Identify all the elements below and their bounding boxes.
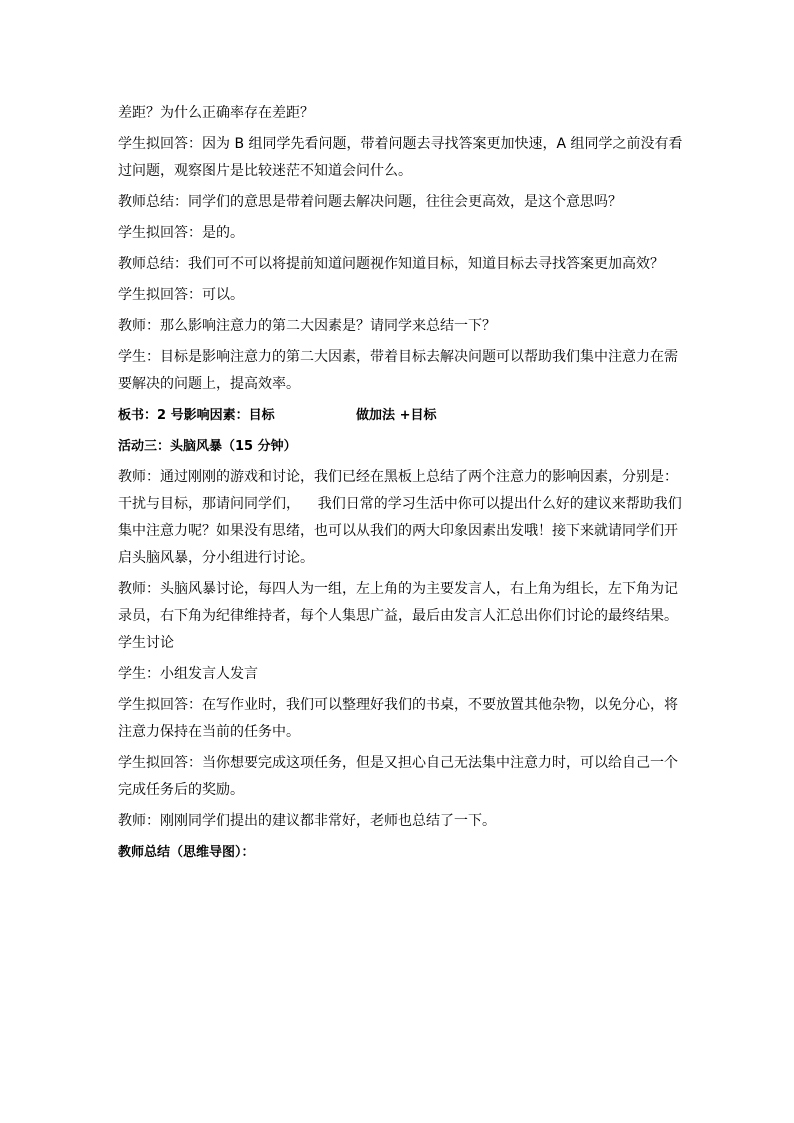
text-line: 学生拟回答：在写作业时，我们可以整理好我们的书桌，不要放置其他杂物，以免分心，将 bbox=[118, 697, 678, 713]
paragraph bbox=[118, 344, 684, 398]
paragraph bbox=[118, 131, 684, 185]
text-line: 学生拟回答：当你想要完成这项任务，但是又担心自己无法集中注意力时，可以给自己一个 bbox=[118, 755, 678, 771]
text-line: 学生拟回答：可以。 bbox=[118, 287, 244, 303]
paragraph bbox=[118, 661, 684, 688]
text-line: 板书：2 号影响因素：目标 做加法 +目标 bbox=[118, 408, 437, 423]
paragraph bbox=[118, 282, 684, 309]
paragraph bbox=[118, 220, 684, 247]
text-line: 学生：小组发言人发言 bbox=[118, 666, 258, 682]
text-line: 干扰与目标，那请问同学们， 我们日常的学习生活中你可以提出什么好的建议来帮助我们 bbox=[118, 496, 682, 512]
text-line: 要解决的问题上，提高效率。 bbox=[118, 376, 300, 392]
text-line: 教师：通过刚刚的游戏和讨论，我们已经在黑板上总结了两个注意力的影响因素，分别是： bbox=[118, 469, 678, 485]
text-line: 学生讨论 bbox=[118, 635, 174, 651]
text-line: 启头脑风暴，分小组进行讨论。 bbox=[118, 550, 314, 566]
text-line: 学生拟回答：是的。 bbox=[118, 225, 244, 241]
paragraph bbox=[118, 189, 684, 216]
text-line: 学生：目标是影响注意力的第二大因素，带着目标去解决问题可以帮助我们集中注意力在需 bbox=[118, 349, 678, 365]
paragraph bbox=[118, 750, 684, 804]
text-line: 教师总结（思维导图）： bbox=[118, 845, 255, 860]
text-line: 教师总结：同学们的意思是带着问题去解决问题，往往会更高效，是这个意思吗？ bbox=[118, 194, 622, 210]
paragraph bbox=[118, 433, 684, 460]
document-body bbox=[118, 100, 684, 870]
paragraph bbox=[118, 402, 684, 429]
text-line: 教师：头脑风暴讨论，每四人为一组，左上角的为主要发言人，右上角为组长，左下角为记 bbox=[118, 581, 678, 597]
text-line: 集中注意力呢？如果没有思绪，也可以从我们的两大印象因素出发哦！接下来就请同学们开 bbox=[118, 523, 678, 539]
paragraph bbox=[118, 692, 684, 746]
text-line: 完成任务后的奖励。 bbox=[118, 782, 244, 798]
text-line: 录员，右下角为纪律维持者，每个人集思广益，最后由发言人汇总出你们讨论的最终结果。 bbox=[118, 608, 678, 624]
paragraph bbox=[118, 576, 684, 657]
paragraph bbox=[118, 808, 684, 835]
text-line: 教师总结：我们可不可以将提前知道问题视作知道目标，知道目标去寻找答案更加高效？ bbox=[118, 256, 664, 272]
text-line: 学生拟回答：因为 B 组同学先看问题，带着问题去寻找答案更加快速，A 组同学之前没有看 bbox=[118, 136, 683, 152]
text-line: 过问题，观察图片是比较迷茫不知道会问什么。 bbox=[118, 163, 412, 179]
paragraph bbox=[118, 100, 684, 127]
text-line: 教师：那么影响注意力的第二大因素是？请同学来总结一下？ bbox=[118, 318, 496, 334]
paragraph bbox=[118, 839, 684, 866]
text-line: 差距？为什么正确率存在差距？ bbox=[118, 105, 314, 121]
text-line: 教师：刚刚同学们提出的建议都非常好，老师也总结了一下。 bbox=[118, 813, 496, 829]
paragraph bbox=[118, 464, 684, 572]
text-line: 活动三：头脑风暴（15 分钟） bbox=[118, 439, 297, 454]
paragraph bbox=[118, 313, 684, 340]
text-line: 注意力保持在当前的任务中。 bbox=[118, 724, 300, 740]
paragraph bbox=[118, 251, 684, 278]
